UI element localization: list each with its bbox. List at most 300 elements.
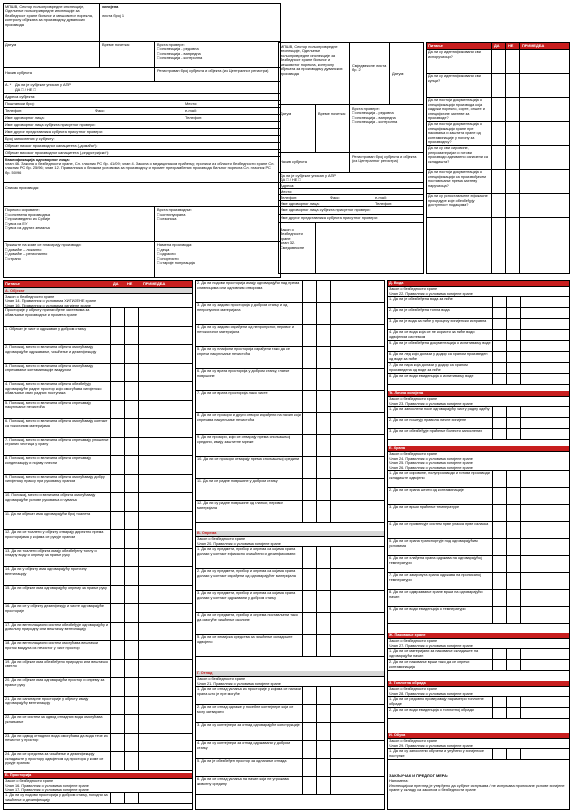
no-checkbox[interactable] (506, 660, 517, 670)
section-dj-title: Ђ. Лична хигијена (388, 391, 569, 397)
note-field[interactable] (520, 607, 561, 623)
yes-checkbox[interactable] (492, 697, 503, 707)
yes-checkbox[interactable] (110, 697, 121, 715)
note-field[interactable] (330, 741, 371, 758)
form2-apr-checkbox[interactable]: ДА □ / НЕ □ (280, 177, 301, 182)
yes-checkbox[interactable] (302, 303, 313, 324)
no-checkbox[interactable] (506, 471, 517, 487)
checklist-item (388, 488, 569, 505)
no-checkbox[interactable] (506, 697, 517, 707)
products-label: Списак производа: (5, 185, 39, 190)
note-field[interactable] (520, 556, 561, 572)
note-field[interactable] (520, 429, 561, 439)
checklist-item (196, 547, 384, 569)
checklist-item-text: 7. Да ли се врата просторија лако чисте (197, 391, 268, 396)
no-checkbox[interactable] (316, 303, 327, 324)
note-field[interactable] (138, 419, 179, 437)
yes-checkbox[interactable] (302, 741, 313, 758)
note-field[interactable] (138, 793, 179, 803)
no-checkbox[interactable] (506, 297, 517, 307)
no-checkbox[interactable] (124, 308, 135, 326)
responsible-label: Име одговорног лица: (5, 115, 45, 120)
note-field[interactable] (330, 613, 371, 634)
no-checkbox[interactable] (506, 330, 517, 340)
note-field[interactable] (138, 549, 179, 567)
note-field[interactable] (519, 170, 560, 193)
yes-checkbox[interactable] (110, 364, 121, 382)
note-field[interactable] (138, 308, 179, 326)
no-checkbox[interactable] (124, 438, 135, 456)
note-field[interactable] (519, 194, 560, 217)
note-field[interactable] (330, 635, 371, 656)
yes-checkbox[interactable] (302, 635, 313, 656)
checklist-item-text: 1. Да ли се сировине, полупроизводи и готови производи складиште одвојено (389, 471, 490, 480)
checklist-item (196, 569, 384, 591)
yes-checkbox[interactable] (110, 752, 121, 770)
note-field[interactable] (138, 438, 179, 456)
yes-checkbox[interactable] (492, 308, 503, 318)
checklist-item-text: 16. Да ли се у објекту дезинфекују и чисте одговарајуће просторије (5, 604, 104, 613)
no-checkbox[interactable] (316, 281, 327, 302)
no-checkbox[interactable] (316, 569, 327, 590)
yes-checkbox[interactable] (302, 777, 313, 794)
no-checkbox[interactable] (124, 715, 135, 733)
no-checkbox[interactable] (124, 752, 135, 770)
checklist-item-text: 5. Да ли је обезбеђен простор за одлагање отпада (197, 759, 287, 764)
yes-checkbox[interactable] (302, 347, 313, 368)
no-checkbox[interactable] (124, 530, 135, 548)
yes-checkbox[interactable] (110, 604, 121, 622)
no-checkbox[interactable] (506, 607, 517, 623)
yes-checkbox[interactable] (110, 641, 121, 659)
yes-checkbox[interactable] (492, 429, 503, 439)
no-checkbox[interactable] (505, 74, 516, 97)
no-checkbox[interactable] (506, 556, 517, 572)
yes-checkbox[interactable] (492, 607, 503, 623)
yes-checkbox[interactable] (110, 586, 121, 604)
note-field[interactable] (138, 660, 179, 678)
form1-date-row (4, 42, 280, 68)
yes-checkbox[interactable] (492, 319, 503, 329)
no-checkbox[interactable] (506, 649, 517, 659)
yes-checkbox[interactable] (491, 98, 502, 121)
checklist-item (388, 308, 569, 319)
note-field[interactable] (520, 697, 561, 707)
checklist-item-text: 3. Положај, место и величина објекта омогућавају спречавање контаминације ваздухом (5, 363, 94, 373)
ministry-text: МПШВ, Сектор пољопривредне инспекције, Одељење пољопривредне инспекције за безбедност хране биљног и мешовитог порекла, контролу објеката за производњу дуванских производа (5, 4, 93, 27)
place-label: Место: (185, 101, 198, 106)
column-3-checklist (387, 280, 570, 810)
note-field[interactable] (330, 591, 371, 612)
checklist-item (388, 429, 569, 440)
yes-checkbox[interactable] (302, 325, 313, 346)
yes-checkbox[interactable] (491, 122, 502, 145)
no-checkbox[interactable] (124, 734, 135, 752)
section-dj-items (388, 407, 569, 440)
no-checkbox[interactable] (124, 567, 135, 585)
note-field[interactable] (330, 325, 371, 346)
yes-checkbox[interactable] (110, 327, 121, 345)
no-checkbox[interactable] (316, 369, 327, 390)
yes-checkbox[interactable] (302, 687, 313, 704)
no-checkbox[interactable] (506, 363, 517, 373)
note-field[interactable] (520, 660, 561, 670)
yes-checkbox[interactable] (492, 660, 503, 670)
yes-checkbox[interactable] (110, 456, 121, 474)
no-checkbox[interactable] (316, 501, 327, 522)
no-checkbox[interactable] (124, 623, 135, 641)
note-field[interactable] (520, 363, 561, 373)
note-field[interactable] (520, 418, 561, 428)
yes-checkbox[interactable] (110, 308, 121, 326)
no-checkbox[interactable] (124, 678, 135, 696)
no-checkbox[interactable] (316, 591, 327, 612)
note-field[interactable] (520, 539, 561, 555)
no-checkbox[interactable] (316, 457, 327, 478)
note-field[interactable] (138, 512, 179, 530)
note-field[interactable] (330, 435, 371, 456)
yes-checkbox[interactable] (110, 567, 121, 585)
checklist-item-text: 5. Да ли се хемијска средства за чишћење складиште одвојено (197, 635, 293, 644)
no-checkbox[interactable] (316, 347, 327, 368)
yes-checkbox[interactable] (302, 723, 313, 740)
yes-checkbox[interactable] (492, 488, 503, 504)
no-checkbox[interactable] (124, 401, 135, 419)
note-field[interactable] (138, 586, 179, 604)
yes-checkbox[interactable] (302, 281, 313, 302)
note-field[interactable] (138, 678, 179, 696)
note-field[interactable] (330, 723, 371, 740)
no-checkbox[interactable] (506, 749, 517, 759)
no-checkbox[interactable] (506, 341, 517, 351)
note-field[interactable] (519, 122, 560, 145)
no-checkbox[interactable] (505, 170, 516, 193)
note-field[interactable] (330, 501, 371, 522)
no-checkbox[interactable] (316, 391, 327, 412)
phone2-label: Телефон: (185, 115, 203, 120)
yes-checkbox[interactable] (492, 418, 503, 428)
phone-row (4, 108, 280, 115)
note-field[interactable] (138, 715, 179, 733)
yes-checkbox[interactable] (110, 793, 121, 803)
no-checkbox[interactable] (124, 793, 135, 803)
no-checkbox[interactable] (506, 374, 517, 384)
no-checkbox[interactable] (505, 194, 516, 217)
note-field[interactable] (520, 649, 561, 659)
note-field[interactable] (330, 687, 371, 704)
form2-present2: Име другог представника субјекта присутног провери: (280, 215, 378, 220)
yes-checkbox[interactable] (492, 749, 503, 759)
checklist-item (427, 170, 569, 194)
yes-checkbox[interactable] (302, 369, 313, 390)
note-field[interactable] (520, 330, 561, 340)
note-field[interactable] (520, 341, 561, 351)
yes-checkbox[interactable] (110, 512, 121, 530)
no-checkbox[interactable] (124, 475, 135, 493)
section-b-continued-items (196, 281, 384, 523)
yes-checkbox[interactable] (491, 74, 502, 97)
yes-checkbox[interactable] (110, 549, 121, 567)
note-field[interactable] (330, 281, 371, 302)
yes-checkbox[interactable] (302, 457, 313, 478)
note-field[interactable] (138, 401, 179, 419)
yes-checkbox[interactable] (110, 734, 121, 752)
section-e-block (388, 446, 569, 624)
no-checkbox[interactable] (124, 327, 135, 345)
no-checkbox[interactable] (316, 741, 327, 758)
note-field[interactable] (520, 297, 561, 307)
no-checkbox[interactable] (316, 613, 327, 634)
yes-checkbox[interactable] (110, 382, 121, 400)
no-checkbox[interactable] (124, 456, 135, 474)
note-field[interactable] (330, 569, 371, 590)
checklist-item-text: 5. Да ли је обезбеђена документација о испитивању воде (389, 341, 491, 346)
note-field[interactable] (520, 488, 561, 504)
note-field[interactable] (520, 374, 561, 384)
production-type-options[interactable]: □ континуирана □ сезонска (157, 212, 186, 221)
note-field[interactable] (330, 479, 371, 500)
origin-options[interactable]: □ сопствена производња □ произведено из Србије □ увоз из ЕУ □ увоз из других земаља (5, 212, 51, 230)
section-v-title: В. Опрема (196, 531, 384, 537)
checklist-item-text: 1. Објекат је чист и одржаван у добром стању (5, 326, 87, 331)
market-options[interactable]: □ домаће – локално □ домаће – регионално □ страно (5, 247, 48, 261)
yes-checkbox[interactable] (302, 569, 313, 590)
note-field[interactable] (520, 352, 561, 362)
note-field[interactable] (520, 522, 561, 538)
no-checkbox[interactable] (124, 345, 135, 363)
note-field[interactable] (330, 391, 371, 412)
yes-checkbox[interactable] (110, 475, 121, 493)
no-checkbox[interactable] (505, 98, 516, 121)
yes-checkbox[interactable] (492, 407, 503, 417)
note-field[interactable] (520, 708, 561, 718)
no-checkbox[interactable] (505, 146, 516, 169)
note-field[interactable] (330, 759, 371, 776)
checklist-item (4, 678, 192, 697)
no-checkbox[interactable] (506, 488, 517, 504)
inspection-type: Врста провере: □ инспекција - редовна □ инспекција - ванредна □ инспекција - контролна (157, 42, 203, 60)
no-checkbox[interactable] (506, 429, 517, 439)
note-field[interactable] (138, 752, 179, 770)
form2-address: Адреса: (280, 183, 295, 188)
note-field[interactable] (519, 98, 560, 121)
yes-checkbox[interactable] (110, 438, 121, 456)
no-checkbox[interactable] (506, 539, 517, 555)
no-checkbox[interactable] (124, 641, 135, 659)
section-v-items (196, 547, 384, 657)
no-checkbox[interactable] (124, 512, 135, 530)
yes-checkbox[interactable] (110, 530, 121, 548)
no-checkbox[interactable] (316, 723, 327, 740)
no-checkbox[interactable] (316, 759, 327, 776)
yes-checkbox[interactable] (110, 715, 121, 733)
no-checkbox[interactable] (506, 352, 517, 362)
note-field[interactable] (330, 347, 371, 368)
note-field[interactable] (138, 456, 179, 474)
no-checkbox[interactable] (124, 364, 135, 382)
no-checkbox[interactable] (124, 604, 135, 622)
note-field[interactable] (330, 303, 371, 324)
no-checkbox[interactable] (506, 407, 517, 417)
note-field[interactable] (520, 471, 561, 487)
note-field[interactable] (519, 146, 560, 169)
form2-subject-row (279, 153, 423, 173)
yes-checkbox[interactable] (491, 194, 502, 217)
apr-checkbox[interactable]: ДА □ / НЕ □ (15, 87, 36, 92)
no-checkbox[interactable] (506, 522, 517, 538)
note-field[interactable] (520, 407, 561, 417)
no-checkbox[interactable] (316, 325, 327, 346)
yes-checkbox[interactable] (302, 613, 313, 634)
note-field[interactable] (138, 493, 179, 511)
yes-checkbox[interactable] (302, 391, 313, 412)
note-field[interactable] (520, 573, 561, 589)
checklist-item (388, 418, 569, 429)
no-checkbox[interactable] (506, 708, 517, 718)
note-field[interactable] (138, 364, 179, 382)
purpose-options[interactable]: □ деца □ одрасли □ спортисти □ старије популација (157, 247, 195, 265)
yes-checkbox[interactable] (492, 330, 503, 340)
yes-checkbox[interactable] (492, 505, 503, 521)
note-field[interactable] (520, 319, 561, 329)
no-checkbox[interactable] (506, 319, 517, 329)
yes-checkbox[interactable] (302, 705, 313, 722)
no-checkbox[interactable] (316, 435, 327, 456)
note-field[interactable] (138, 382, 179, 400)
no-checkbox[interactable] (124, 697, 135, 715)
checklist-item (4, 530, 192, 549)
no-checkbox[interactable] (316, 479, 327, 500)
yes-checkbox[interactable] (302, 547, 313, 568)
no-checkbox[interactable] (316, 705, 327, 722)
note-field[interactable] (520, 590, 561, 606)
note-field[interactable] (330, 457, 371, 478)
yes-checkbox[interactable] (110, 660, 121, 678)
checklist-item (4, 752, 192, 771)
form2-subject-name: Назив субјекта (280, 159, 307, 164)
no-checkbox[interactable] (316, 687, 327, 704)
yes-checkbox[interactable] (492, 471, 503, 487)
yes-checkbox[interactable] (492, 341, 503, 351)
no-checkbox[interactable] (506, 418, 517, 428)
no-checkbox[interactable] (124, 382, 135, 400)
note-field[interactable] (519, 50, 560, 73)
checklist-item (196, 303, 384, 325)
section-zh-block (388, 633, 569, 671)
yes-checkbox[interactable] (302, 479, 313, 500)
yes-checkbox[interactable] (492, 363, 503, 373)
yes-checkbox[interactable] (492, 556, 503, 572)
note-field[interactable] (138, 734, 179, 752)
yes-checkbox[interactable] (492, 573, 503, 589)
column-2-checklist (195, 280, 385, 810)
yes-checkbox[interactable] (491, 170, 502, 193)
yes-checkbox[interactable] (302, 759, 313, 776)
note-field[interactable] (138, 697, 179, 715)
conclusion-block (388, 773, 569, 809)
yes-checkbox[interactable] (492, 539, 503, 555)
note-field[interactable] (520, 505, 561, 521)
checklist-1-form (3, 3, 281, 278)
section-a-items (4, 308, 192, 771)
email-label: e-mail: (185, 108, 197, 113)
checklist-item (388, 607, 569, 624)
note-field[interactable] (330, 413, 371, 434)
no-checkbox[interactable] (506, 590, 517, 606)
yes-checkbox[interactable] (110, 623, 121, 641)
yes-checkbox[interactable] (110, 678, 121, 696)
note-field[interactable] (519, 74, 560, 97)
yes-checkbox[interactable] (302, 435, 313, 456)
no-checkbox[interactable] (505, 50, 516, 73)
side-table-items (427, 50, 569, 218)
yes-checkbox[interactable] (110, 493, 121, 511)
no-checkbox[interactable] (124, 419, 135, 437)
note-field[interactable] (138, 641, 179, 659)
no-checkbox[interactable] (506, 308, 517, 318)
yes-checkbox[interactable] (491, 50, 502, 73)
yes-checkbox[interactable] (492, 297, 503, 307)
yes-checkbox[interactable] (110, 345, 121, 363)
yes-checkbox[interactable] (492, 649, 503, 659)
yes-checkbox[interactable] (492, 352, 503, 362)
form2-email: e-mail: (375, 195, 387, 200)
note-field[interactable] (138, 567, 179, 585)
note-field[interactable] (330, 777, 371, 794)
no-checkbox[interactable] (316, 635, 327, 656)
no-checkbox[interactable] (506, 573, 517, 589)
yes-checkbox[interactable] (492, 590, 503, 606)
no-checkbox[interactable] (505, 122, 516, 145)
no-checkbox[interactable] (124, 660, 135, 678)
yes-checkbox[interactable] (491, 146, 502, 169)
side-header-no: НЕ (508, 43, 514, 48)
section-e-items (388, 471, 569, 624)
no-checkbox[interactable] (124, 549, 135, 567)
checklist-item-text: 8. Да ли се води евиденција о испитивању воде (389, 374, 474, 379)
note-field[interactable] (330, 705, 371, 722)
no-checkbox[interactable] (316, 777, 327, 794)
yes-checkbox[interactable] (110, 419, 121, 437)
yes-checkbox[interactable] (302, 591, 313, 612)
note-field[interactable] (330, 369, 371, 390)
note-field[interactable] (520, 749, 561, 759)
yes-checkbox[interactable] (302, 413, 313, 434)
no-checkbox[interactable] (124, 586, 135, 604)
note-field[interactable] (138, 623, 179, 641)
note-field[interactable] (330, 547, 371, 568)
checklist-item (4, 512, 192, 531)
yes-checkbox[interactable] (302, 501, 313, 522)
note-field[interactable] (138, 327, 179, 345)
yes-checkbox[interactable] (110, 401, 121, 419)
yes-checkbox[interactable] (492, 708, 503, 718)
section-dj-block (388, 391, 569, 440)
note-field[interactable] (138, 475, 179, 493)
note-field[interactable] (520, 308, 561, 318)
no-checkbox[interactable] (124, 493, 135, 511)
no-checkbox[interactable] (316, 547, 327, 568)
note-field[interactable] (138, 530, 179, 548)
note-field[interactable] (138, 604, 179, 622)
yes-checkbox[interactable] (492, 374, 503, 384)
checklist-item-text: 2. Да ли су предмети, прибор и опрема са којима храна долази у контакт израђени од одговарајућег материјала (197, 569, 296, 578)
yes-checkbox[interactable] (492, 522, 503, 538)
section-i-items (388, 749, 569, 760)
no-checkbox[interactable] (316, 413, 327, 434)
note-field[interactable] (138, 345, 179, 363)
no-checkbox[interactable] (506, 505, 517, 521)
